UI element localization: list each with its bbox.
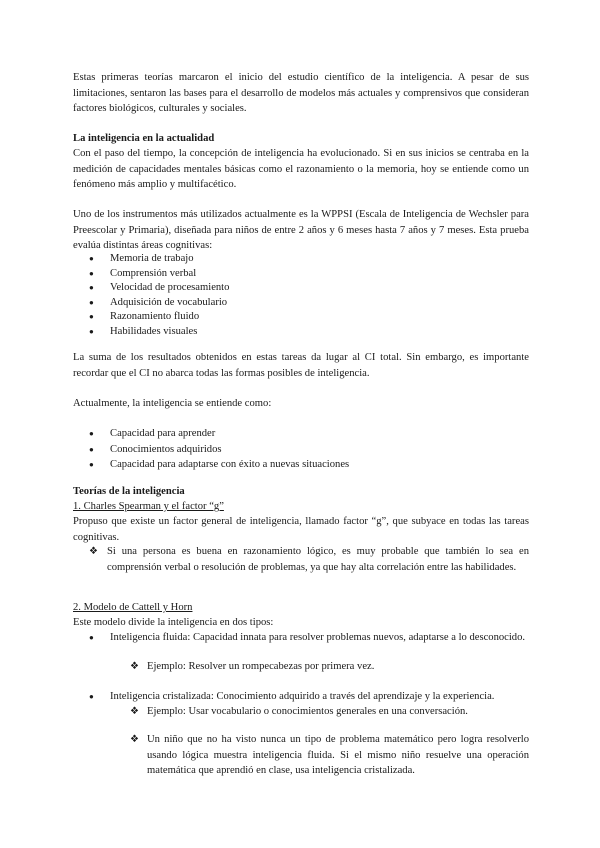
bullet-icon: ●: [89, 429, 94, 438]
fluida-item: [73, 630, 529, 660]
list-item: ● Capacidad para aprender: [73, 426, 529, 442]
list-item: ● Adquisición de vocabulario: [73, 296, 529, 311]
bullet-icon: ●: [89, 460, 94, 469]
theory-2-text: Este modelo divide la inteligencia en dos tipos:: [73, 617, 274, 628]
list-item: ● Capacidad para adaptarse con éxito a nuevas situaciones: [73, 457, 529, 473]
list-item: ● Habilidades visuales: [73, 325, 529, 340]
fluida-example-text: Ejemplo: Resolver un rompecabezas por primera vez.: [147, 661, 375, 672]
diamond-bullet-icon: ❖: [130, 734, 139, 745]
areas-list: [73, 252, 529, 340]
final-example: [73, 732, 529, 780]
bullet-icon: ●: [89, 254, 94, 263]
list-item: ● Razonamiento fluido: [73, 310, 529, 325]
bullet-icon: ●: [89, 268, 94, 278]
bullet-icon: ●: [89, 326, 94, 336]
bullet-icon: ●: [89, 312, 94, 322]
theory-1-text: Propuso que existe un factor general de inteligencia, llamado factor “g”, que subyace en todas las tareas cognitivas.: [73, 516, 529, 543]
cristalizada-example: [73, 704, 529, 720]
list-item: ● Comprensión verbal: [73, 267, 529, 282]
fluida-text: Inteligencia fluida: Capacidad innata para resolver problemas nuevos, adaptarse a lo desconocido.: [110, 632, 526, 643]
entiende-list: [73, 426, 529, 473]
heading-actualidad: La inteligencia en la actualidad: [73, 133, 215, 144]
theory-2-title: 2. Modelo de Cattell y Horn: [73, 602, 193, 613]
paragraph-evolucion: Con el paso del tiempo, la concepción de inteligencia ha evolucionado. Si en sus inicios se centraba en la medición de capacidades mentales básicas como el razonamiento o la memoria, hoy se entiende como un fenómeno más amplio y multifacético.: [73, 148, 529, 190]
list-item: ● Velocidad de procesamiento: [73, 281, 529, 296]
paragraph-wppsi: Uno de los instrumentos más utilizados actualmente es la WPPSI (Escala de Inteligencia de Wechsler para Preescolar y Primaria), diseñada para niños de entre 2 años y 6 meses hasta 7 años y 7 meses. Esta prueba evalúa distintas áreas cognitivas:: [73, 209, 529, 251]
cristalizada-text: Inteligencia cristalizada: Conocimiento adquirido a través del aprendizaje y la experiencia.: [110, 691, 495, 702]
bullet-icon: ●: [89, 297, 94, 307]
bullet-icon: ●: [89, 444, 94, 454]
intro-paragraph: Estas primeras teorías marcaron el inicio del estudio científico de la inteligencia. A pesar de sus limitaciones, sentaron las bases para el desarrollo de modelos más actuales y comprensivos que consideran factores biológicos, culturales y sociales.: [73, 72, 529, 114]
theory-1-example: [73, 544, 529, 589]
cristalizada-example-text: Ejemplo: Usar vocabulario o conocimientos generales en una conversación.: [147, 706, 468, 717]
diamond-bullet-icon: ❖: [130, 661, 139, 672]
list-item: ● Conocimientos adquiridos: [73, 442, 529, 458]
diamond-bullet-icon: ❖: [89, 546, 98, 557]
final-example-text: Un niño que no ha visto nunca un tipo de problema matemático pero logra resolverlo usando lógica muestra inteligencia fluida. Si el mismo niño resuelve una operación matemática que aprendió en clase, usa inteligencia cristalizada.: [147, 734, 529, 776]
fluida-example: [73, 659, 529, 675]
bullet-icon: ●: [89, 692, 94, 701]
theory-1-example-text: Si una persona es buena en razonamiento lógico, es muy probable que también lo sea en comprensión verbal o resolución de problemas, ya que hay alta correlación entre las habilidades.: [107, 546, 529, 573]
theory-1-title: 1. Charles Spearman y el factor “g”: [73, 501, 224, 512]
bullet-icon: ●: [89, 283, 94, 293]
cristalizada-item: [73, 689, 529, 705]
diamond-bullet-icon: ❖: [130, 706, 139, 717]
heading-teorias: Teorías de la inteligencia: [73, 486, 185, 497]
bullet-icon: ●: [89, 633, 94, 642]
paragraph-entiende: Actualmente, la inteligencia se entiende como:: [73, 398, 272, 409]
list-item: ● Memoria de trabajo: [73, 252, 529, 267]
paragraph-ci: La suma de los resultados obtenidos en estas tareas da lugar al CI total. Sin embargo, es importante recordar que el CI no abarca todas las formas posibles de inteligencia.: [73, 352, 529, 379]
